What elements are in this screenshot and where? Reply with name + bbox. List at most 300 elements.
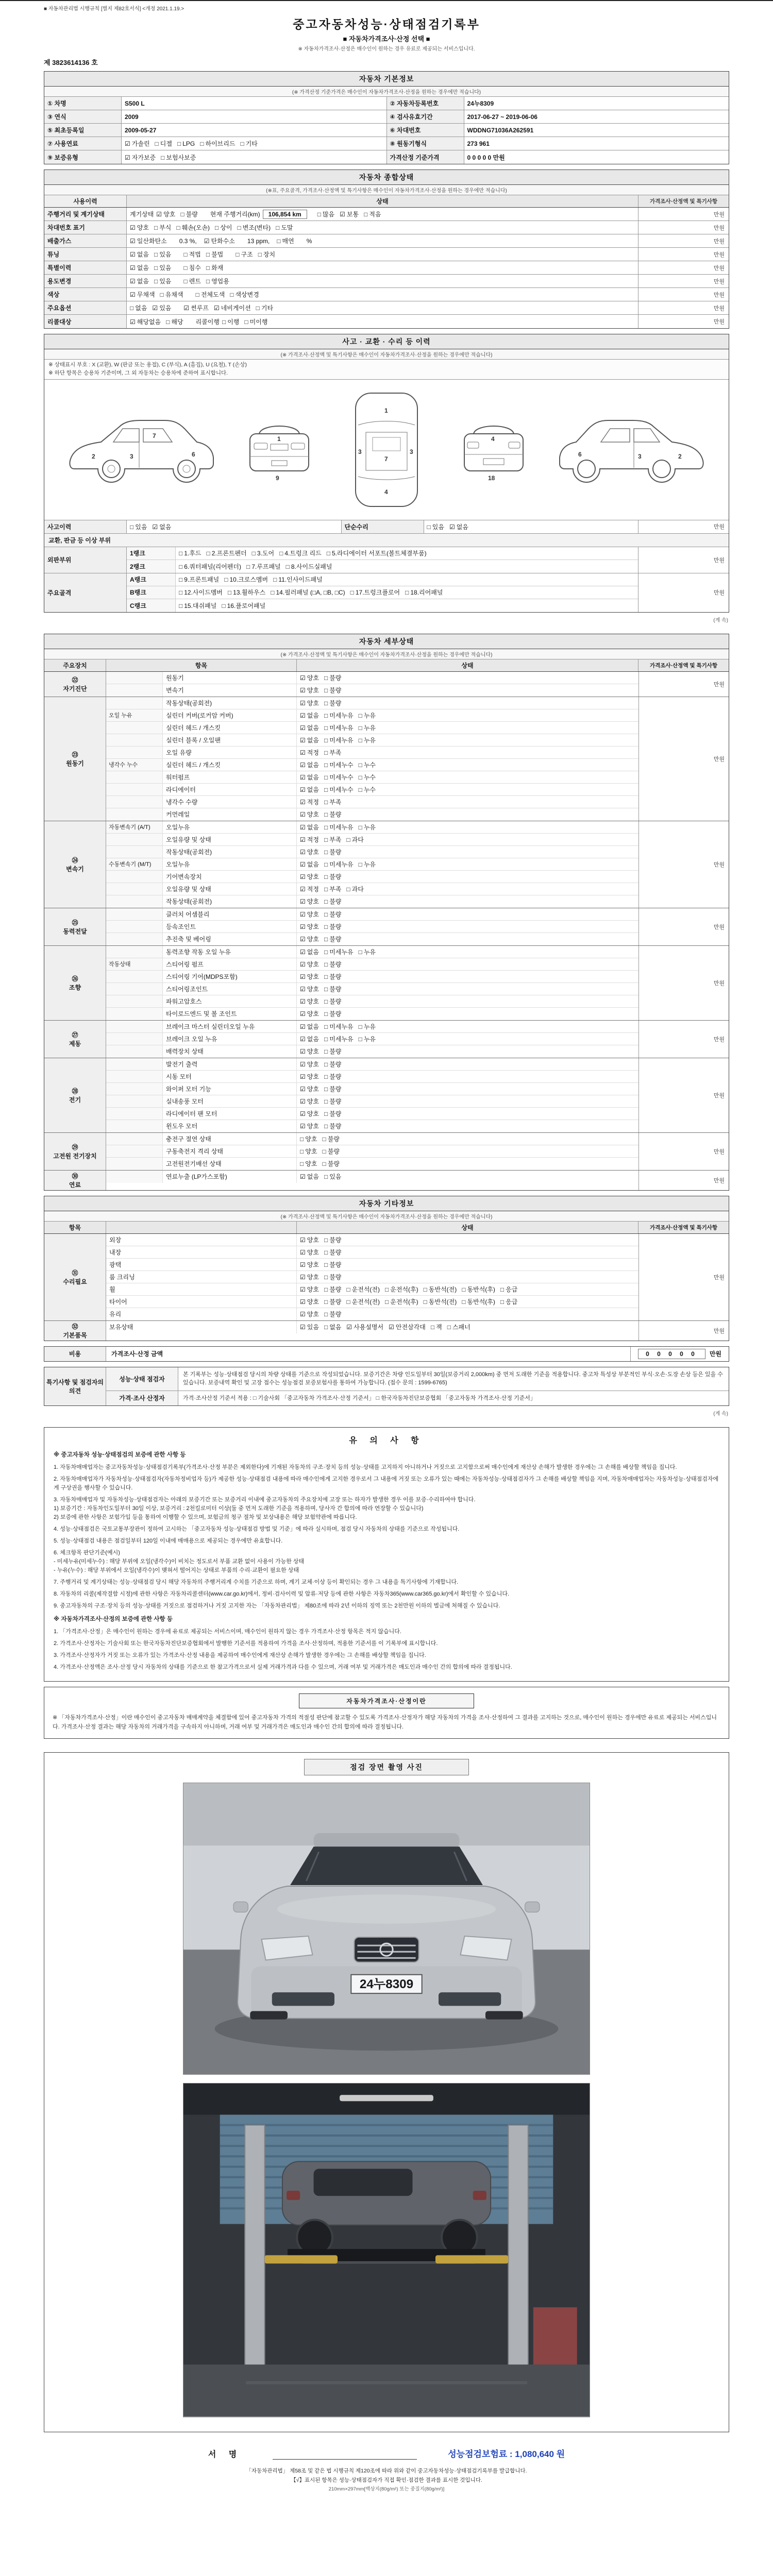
checkbox-icon[interactable]: ☑ <box>340 211 345 218</box>
checkbox-icon[interactable]: □ <box>246 563 250 570</box>
checkbox-icon[interactable]: ☑ <box>389 1324 394 1331</box>
checkbox-option[interactable] <box>160 291 183 298</box>
checkbox-icon[interactable]: □ <box>324 1073 328 1080</box>
checkbox-option[interactable] <box>324 872 341 881</box>
checkbox-icon[interactable]: □ <box>322 1135 326 1143</box>
checkbox-icon[interactable]: ☑ <box>300 997 306 1005</box>
checkbox-icon[interactable]: □ <box>324 1123 328 1130</box>
checkbox-icon[interactable]: □ <box>300 1160 304 1167</box>
checkbox-option[interactable] <box>324 1273 341 1281</box>
checkbox-icon[interactable]: □ <box>240 140 244 147</box>
checkbox-icon[interactable]: ☑ <box>300 1085 306 1093</box>
checkbox-option[interactable] <box>206 549 246 557</box>
checkbox-option[interactable] <box>206 264 223 272</box>
checkbox-icon[interactable]: ☑ <box>130 238 136 245</box>
checkbox-option[interactable] <box>324 997 341 1006</box>
checkbox-icon[interactable]: □ <box>346 836 350 843</box>
checkbox-option[interactable] <box>300 897 319 906</box>
checkbox-option[interactable] <box>324 699 341 707</box>
checkbox-icon[interactable]: □ <box>358 1023 362 1030</box>
checkbox-option[interactable] <box>300 773 319 782</box>
checkbox-icon[interactable]: □ <box>179 589 183 596</box>
checkbox-icon[interactable]: □ <box>154 278 158 285</box>
checkbox-icon[interactable]: □ <box>324 1048 328 1055</box>
checkbox-option[interactable] <box>300 1009 319 1018</box>
checkbox-icon[interactable]: □ <box>324 811 328 818</box>
checkbox-icon[interactable]: ☑ <box>300 1236 306 1244</box>
checkbox-option[interactable] <box>300 723 319 732</box>
checkbox-option[interactable] <box>359 711 376 720</box>
checkbox-option[interactable] <box>364 211 381 218</box>
checkbox-icon[interactable]: ☑ <box>300 811 306 818</box>
checkbox-option[interactable] <box>300 1109 319 1118</box>
checkbox-option[interactable] <box>300 1072 319 1081</box>
checkbox-option[interactable] <box>222 318 239 326</box>
checkbox-icon[interactable]: □ <box>462 1298 466 1306</box>
checkbox-icon[interactable]: ☑ <box>300 985 306 993</box>
checkbox-option[interactable] <box>236 251 253 258</box>
checkbox-icon[interactable]: ☑ <box>300 749 306 756</box>
checkbox-option[interactable] <box>359 947 376 956</box>
checkbox-icon[interactable]: ☑ <box>300 761 306 769</box>
checkbox-icon[interactable]: □ <box>500 1285 505 1293</box>
checkbox-icon[interactable]: ☑ <box>125 154 130 161</box>
checkbox-icon[interactable]: ☑ <box>204 238 210 245</box>
checkbox-option[interactable] <box>424 1285 457 1294</box>
checkbox-icon[interactable]: ☑ <box>156 211 162 218</box>
checkbox-option[interactable] <box>346 1285 380 1294</box>
checkbox-option[interactable] <box>300 960 319 969</box>
checkbox-option[interactable] <box>154 278 171 285</box>
checkbox-icon[interactable]: □ <box>324 1085 328 1093</box>
checkbox-option[interactable] <box>359 823 376 832</box>
checkbox-icon[interactable]: □ <box>130 304 134 312</box>
checkbox-icon[interactable]: ☑ <box>300 1010 306 1018</box>
checkbox-icon[interactable]: □ <box>324 1110 328 1117</box>
checkbox-icon[interactable]: □ <box>447 1324 451 1331</box>
checkbox-icon[interactable]: □ <box>206 264 210 272</box>
checkbox-option[interactable] <box>300 935 319 943</box>
checkbox-option[interactable] <box>300 810 319 819</box>
checkbox-option[interactable] <box>324 1047 341 1056</box>
checkbox-icon[interactable]: ☑ <box>300 885 306 893</box>
checkbox-option[interactable] <box>324 985 341 993</box>
checkbox-icon[interactable]: □ <box>358 773 362 781</box>
checkbox-icon[interactable]: □ <box>364 211 368 218</box>
checkbox-option[interactable] <box>179 601 216 610</box>
checkbox-icon[interactable]: □ <box>358 948 362 956</box>
checkbox-option[interactable] <box>447 1323 470 1331</box>
checkbox-icon[interactable]: ☑ <box>130 264 136 272</box>
checkbox-option[interactable] <box>300 686 319 694</box>
checkbox-option[interactable] <box>359 773 376 782</box>
checkbox-icon[interactable]: □ <box>155 140 159 147</box>
checkbox-option[interactable] <box>324 1248 341 1257</box>
checkbox-option[interactable] <box>156 211 175 218</box>
checkbox-option[interactable] <box>152 304 171 312</box>
checkbox-icon[interactable]: □ <box>324 1010 328 1018</box>
checkbox-icon[interactable]: □ <box>324 848 328 856</box>
checkbox-option[interactable] <box>324 1297 341 1306</box>
checkbox-icon[interactable]: ☑ <box>300 1285 306 1293</box>
checkbox-option[interactable] <box>324 748 341 757</box>
checkbox-icon[interactable]: ☑ <box>300 736 306 744</box>
checkbox-icon[interactable]: ☑ <box>300 923 306 930</box>
checkbox-option[interactable] <box>300 872 319 881</box>
checkbox-option[interactable] <box>346 885 363 893</box>
checkbox-icon[interactable]: □ <box>277 238 281 245</box>
checkbox-option[interactable] <box>300 1323 319 1331</box>
checkbox-icon[interactable]: ☑ <box>300 1311 306 1318</box>
checkbox-icon[interactable]: ☑ <box>300 1110 306 1117</box>
checkbox-option[interactable] <box>322 1147 339 1156</box>
checkbox-option[interactable] <box>300 1060 319 1069</box>
checkbox-option[interactable] <box>359 723 376 732</box>
checkbox-icon[interactable]: □ <box>256 304 260 312</box>
checkbox-option[interactable] <box>324 897 341 906</box>
checkbox-icon[interactable]: □ <box>324 761 328 769</box>
checkbox-icon[interactable]: ☑ <box>300 1048 306 1055</box>
checkbox-icon[interactable]: ☑ <box>300 674 306 682</box>
checkbox-icon[interactable]: □ <box>358 786 362 793</box>
checkbox-icon[interactable]: □ <box>324 836 328 843</box>
checkbox-option[interactable] <box>300 848 319 856</box>
checkbox-icon[interactable]: ☑ <box>300 860 306 868</box>
checkbox-option[interactable] <box>300 798 319 806</box>
checkbox-icon[interactable]: ☑ <box>183 304 190 312</box>
checkbox-option[interactable] <box>300 860 319 869</box>
checkbox-option[interactable] <box>300 1035 319 1043</box>
checkbox-option[interactable] <box>300 1260 319 1269</box>
checkbox-option[interactable] <box>324 1060 341 1069</box>
checkbox-option[interactable] <box>500 1285 517 1294</box>
checkbox-option[interactable] <box>252 549 274 557</box>
checkbox-icon[interactable]: □ <box>346 1298 350 1306</box>
checkbox-option[interactable] <box>228 588 265 597</box>
checkbox-icon[interactable]: □ <box>500 1298 505 1306</box>
checkbox-option[interactable] <box>462 1297 495 1306</box>
checkbox-icon[interactable]: ☑ <box>300 910 306 918</box>
checkbox-option[interactable] <box>179 575 219 584</box>
checkbox-option[interactable] <box>130 522 147 531</box>
checkbox-icon[interactable]: ☑ <box>300 798 306 806</box>
checkbox-icon[interactable]: ☑ <box>300 773 306 781</box>
checkbox-icon[interactable]: □ <box>324 873 328 880</box>
checkbox-option[interactable] <box>359 736 376 744</box>
checkbox-option[interactable] <box>324 1009 341 1018</box>
checkbox-option[interactable] <box>324 1097 341 1106</box>
checkbox-option[interactable] <box>300 1134 317 1143</box>
checkbox-option[interactable] <box>273 575 323 584</box>
checkbox-icon[interactable]: □ <box>183 264 188 272</box>
checkbox-option[interactable] <box>431 1323 442 1331</box>
checkbox-option[interactable] <box>183 304 209 312</box>
checkbox-option[interactable] <box>300 699 319 707</box>
checkbox-option[interactable] <box>324 723 354 732</box>
checkbox-option[interactable] <box>300 1235 319 1244</box>
checkbox-option[interactable] <box>300 1022 319 1031</box>
checkbox-icon[interactable]: □ <box>346 885 350 893</box>
checkbox-option[interactable] <box>300 1147 317 1156</box>
checkbox-option[interactable] <box>324 711 354 720</box>
checkbox-icon[interactable]: ☑ <box>300 960 306 968</box>
checkbox-icon[interactable]: □ <box>206 278 210 285</box>
checkbox-option[interactable] <box>300 1297 319 1306</box>
checkbox-icon[interactable]: □ <box>230 291 234 298</box>
checkbox-option[interactable] <box>324 785 354 794</box>
checkbox-option[interactable] <box>215 224 232 231</box>
checkbox-option[interactable] <box>300 1084 319 1093</box>
checkbox-icon[interactable]: □ <box>183 251 188 258</box>
checkbox-icon[interactable]: □ <box>300 1147 304 1155</box>
checkbox-option[interactable] <box>130 251 149 258</box>
checkbox-option[interactable] <box>300 673 319 682</box>
checkbox-icon[interactable]: ☑ <box>300 1324 306 1331</box>
checkbox-option[interactable] <box>324 673 341 682</box>
checkbox-icon[interactable]: □ <box>179 602 183 609</box>
checkbox-option[interactable] <box>300 748 319 757</box>
checkbox-icon[interactable]: ☑ <box>300 1261 306 1268</box>
checkbox-icon[interactable]: □ <box>324 973 328 980</box>
checkbox-icon[interactable]: ☑ <box>130 278 136 285</box>
checkbox-icon[interactable]: ☑ <box>300 873 306 880</box>
checkbox-icon[interactable]: □ <box>462 1285 466 1293</box>
checkbox-option[interactable] <box>324 860 354 869</box>
checkbox-option[interactable] <box>300 922 319 931</box>
checkbox-option[interactable] <box>324 773 354 782</box>
checkbox-icon[interactable]: □ <box>285 563 290 570</box>
checkbox-option[interactable] <box>300 711 319 720</box>
checkbox-icon[interactable]: □ <box>358 823 362 831</box>
checkbox-icon[interactable]: □ <box>237 224 241 231</box>
checkbox-icon[interactable]: □ <box>324 1060 328 1068</box>
checkbox-option[interactable] <box>324 910 341 919</box>
checkbox-icon[interactable]: □ <box>215 224 219 231</box>
checkbox-option[interactable] <box>125 140 150 147</box>
checkbox-option[interactable] <box>300 785 319 794</box>
checkbox-option[interactable] <box>324 1035 354 1043</box>
checkbox-icon[interactable]: □ <box>324 1236 328 1244</box>
checkbox-option[interactable] <box>359 1022 376 1031</box>
checkbox-icon[interactable]: ☑ <box>300 898 306 905</box>
checkbox-icon[interactable]: □ <box>176 224 180 231</box>
checkbox-icon[interactable]: □ <box>324 798 328 806</box>
checkbox-icon[interactable]: □ <box>326 550 330 557</box>
checkbox-option[interactable] <box>359 1035 376 1043</box>
checkbox-icon[interactable]: □ <box>324 724 328 732</box>
checkbox-option[interactable] <box>324 1172 341 1181</box>
checkbox-icon[interactable]: □ <box>154 251 158 258</box>
checkbox-icon[interactable]: □ <box>423 1298 427 1306</box>
checkbox-option[interactable] <box>176 224 210 231</box>
checkbox-option[interactable] <box>324 810 341 819</box>
checkbox-option[interactable] <box>324 1235 341 1244</box>
checkbox-icon[interactable]: □ <box>324 1261 328 1268</box>
checkbox-icon[interactable]: ☑ <box>300 1173 306 1180</box>
checkbox-option[interactable] <box>130 291 155 298</box>
checkbox-icon[interactable]: □ <box>279 550 283 557</box>
checkbox-icon[interactable]: □ <box>179 550 183 557</box>
checkbox-icon[interactable]: □ <box>358 1035 362 1043</box>
checkbox-icon[interactable]: □ <box>206 251 210 258</box>
checkbox-option[interactable] <box>130 264 149 272</box>
checkbox-icon[interactable]: □ <box>324 885 328 893</box>
checkbox-icon[interactable]: □ <box>385 1298 389 1306</box>
checkbox-option[interactable] <box>179 588 223 597</box>
checkbox-icon[interactable]: ☑ <box>300 1035 306 1043</box>
checkbox-icon[interactable]: □ <box>161 154 165 161</box>
checkbox-icon[interactable]: □ <box>350 589 354 596</box>
checkbox-option[interactable] <box>300 910 319 919</box>
checkbox-option[interactable] <box>240 140 257 147</box>
checkbox-icon[interactable]: ☑ <box>130 291 136 298</box>
checkbox-icon[interactable]: ☑ <box>300 1123 306 1130</box>
checkbox-icon[interactable]: ☑ <box>152 523 158 531</box>
checkbox-option[interactable] <box>300 835 319 844</box>
checkbox-icon[interactable]: □ <box>236 251 240 258</box>
checkbox-icon[interactable]: ☑ <box>300 1073 306 1080</box>
checkbox-icon[interactable]: □ <box>324 948 328 956</box>
checkbox-option[interactable] <box>271 588 345 597</box>
checkbox-icon[interactable]: ☑ <box>130 224 136 231</box>
checkbox-option[interactable] <box>154 224 171 231</box>
checkbox-option[interactable] <box>179 562 241 571</box>
checkbox-icon[interactable]: □ <box>251 550 256 557</box>
checkbox-option[interactable] <box>324 1072 341 1081</box>
checkbox-option[interactable] <box>324 1310 341 1318</box>
checkbox-icon[interactable]: ☑ <box>130 251 136 258</box>
checkbox-option[interactable] <box>183 278 200 285</box>
checkbox-icon[interactable]: □ <box>385 1285 389 1293</box>
checkbox-option[interactable] <box>179 549 201 557</box>
checkbox-icon[interactable]: □ <box>324 1311 328 1318</box>
checkbox-option[interactable] <box>324 835 341 844</box>
checkbox-icon[interactable]: □ <box>160 291 164 298</box>
checkbox-icon[interactable]: □ <box>322 1160 326 1167</box>
checkbox-option[interactable] <box>286 562 332 571</box>
checkbox-option[interactable] <box>324 686 341 694</box>
checkbox-option[interactable] <box>237 224 271 231</box>
checkbox-icon[interactable]: □ <box>346 1285 350 1293</box>
checkbox-icon[interactable]: □ <box>324 860 328 868</box>
checkbox-icon[interactable]: ☑ <box>125 140 130 147</box>
checkbox-icon[interactable]: □ <box>258 251 262 258</box>
checkbox-icon[interactable]: ☑ <box>346 1324 352 1331</box>
checkbox-icon[interactable]: □ <box>324 1298 328 1306</box>
checkbox-option[interactable] <box>324 972 341 981</box>
checkbox-option[interactable] <box>385 1297 418 1306</box>
checkbox-icon[interactable]: □ <box>324 699 328 707</box>
checkbox-option[interactable] <box>196 291 225 298</box>
checkbox-icon[interactable]: □ <box>222 602 226 609</box>
checkbox-option[interactable] <box>206 278 229 285</box>
checkbox-option[interactable] <box>300 972 319 981</box>
checkbox-icon[interactable]: □ <box>324 1035 328 1043</box>
checkbox-option[interactable] <box>130 224 149 231</box>
checkbox-option[interactable] <box>180 211 197 218</box>
signature-line[interactable] <box>273 2448 417 2460</box>
checkbox-option[interactable] <box>300 1047 319 1056</box>
checkbox-option[interactable] <box>324 1109 341 1118</box>
checkbox-option[interactable] <box>322 1134 339 1143</box>
checkbox-option[interactable] <box>340 211 359 218</box>
checkbox-option[interactable] <box>427 522 444 531</box>
checkbox-option[interactable] <box>359 860 376 869</box>
checkbox-option[interactable] <box>346 1323 383 1331</box>
checkbox-icon[interactable]: □ <box>324 1173 328 1180</box>
checkbox-icon[interactable]: □ <box>324 711 328 719</box>
checkbox-option[interactable] <box>300 997 319 1006</box>
checkbox-option[interactable] <box>300 985 319 993</box>
checkbox-icon[interactable]: □ <box>324 823 328 831</box>
checkbox-icon[interactable]: ☑ <box>213 304 220 312</box>
checkbox-option[interactable] <box>279 549 322 557</box>
checkbox-icon[interactable]: □ <box>405 589 409 596</box>
checkbox-icon[interactable]: □ <box>300 1135 304 1143</box>
checkbox-option[interactable] <box>300 1159 317 1168</box>
checkbox-icon[interactable]: □ <box>324 1097 328 1105</box>
checkbox-option[interactable] <box>152 522 171 531</box>
checkbox-option[interactable] <box>130 278 149 285</box>
checkbox-icon[interactable]: ☑ <box>300 936 306 943</box>
checkbox-icon[interactable]: □ <box>324 749 328 756</box>
checkbox-option[interactable] <box>300 885 319 893</box>
checkbox-option[interactable] <box>449 522 468 531</box>
checkbox-icon[interactable]: ☑ <box>300 1273 306 1281</box>
checkbox-icon[interactable]: □ <box>324 1273 328 1281</box>
checkbox-icon[interactable]: □ <box>206 550 210 557</box>
checkbox-option[interactable] <box>324 1022 354 1031</box>
checkbox-option[interactable] <box>324 947 354 956</box>
checkbox-icon[interactable]: ☑ <box>449 523 455 531</box>
checkbox-option[interactable] <box>300 947 319 956</box>
checkbox-icon[interactable]: ☑ <box>300 1298 306 1306</box>
checkbox-option[interactable] <box>177 140 195 147</box>
checkbox-icon[interactable]: ☑ <box>300 836 306 843</box>
checkbox-option[interactable] <box>324 1084 341 1093</box>
checkbox-option[interactable] <box>346 1297 380 1306</box>
checkbox-icon[interactable]: ☑ <box>300 848 306 856</box>
checkbox-option[interactable] <box>327 549 427 557</box>
checkbox-option[interactable] <box>324 1260 341 1269</box>
checkbox-icon[interactable]: □ <box>317 211 321 218</box>
checkbox-option[interactable] <box>244 318 267 326</box>
checkbox-option[interactable] <box>154 251 171 258</box>
checkbox-option[interactable] <box>130 304 147 312</box>
checkbox-option[interactable] <box>462 1285 495 1294</box>
checkbox-option[interactable] <box>300 823 319 832</box>
checkbox-icon[interactable]: □ <box>222 318 226 326</box>
checkbox-option[interactable] <box>258 251 275 258</box>
checkbox-option[interactable] <box>276 224 293 231</box>
checkbox-icon[interactable]: ☑ <box>152 304 158 312</box>
checkbox-icon[interactable]: □ <box>276 224 280 231</box>
checkbox-icon[interactable]: □ <box>224 576 228 583</box>
checkbox-icon[interactable]: □ <box>322 1147 326 1155</box>
checkbox-icon[interactable]: □ <box>195 291 199 298</box>
checkbox-option[interactable] <box>324 736 354 744</box>
checkbox-option[interactable] <box>300 1248 319 1257</box>
checkbox-option[interactable] <box>324 798 341 806</box>
checkbox-icon[interactable]: ☑ <box>300 786 306 793</box>
checkbox-icon[interactable]: □ <box>179 576 183 583</box>
checkbox-icon[interactable]: □ <box>177 140 181 147</box>
checkbox-option[interactable] <box>300 1097 319 1106</box>
checkbox-icon[interactable]: □ <box>324 960 328 968</box>
checkbox-option[interactable] <box>206 251 223 258</box>
checkbox-icon[interactable]: ☑ <box>300 687 306 694</box>
checkbox-option[interactable] <box>385 1285 418 1294</box>
